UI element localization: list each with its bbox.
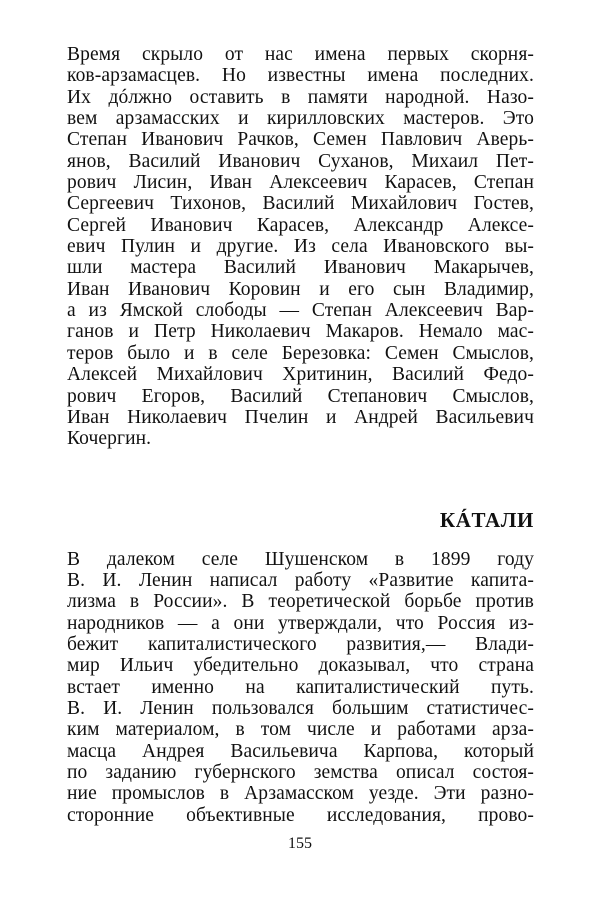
text-line: Иван Иванович Коровин и его сын Владимир,	[67, 278, 534, 300]
text-line: масца Андрея Васильевича Карпова, который	[67, 740, 534, 762]
text-line: по заданию губернского земства описал состоя-	[67, 761, 534, 783]
text-line: янов, Василий Иванович Суханов, Михаил Пет-	[67, 150, 534, 172]
text-line: сторонние объективные исследования, прово-	[67, 804, 534, 826]
text-line: Степан Иванович Рачков, Семен Павлович Аверь-	[67, 129, 534, 151]
section-heading: КÁТАЛИ	[439, 507, 534, 532]
text-line: Время скрыло от нас имена первых скорня-	[67, 44, 534, 65]
text-line: рович Егоров, Василий Степанович Смыслов,	[67, 385, 534, 407]
text-line: ким материалом, в том числе и работами арза-	[67, 719, 534, 741]
book-page	[67, 34, 534, 826]
text-line: ганов и Петр Николаевич Макаров. Немало мас-	[67, 321, 534, 343]
text-line: народников — а они утверждали, что Россия из-	[67, 612, 534, 634]
text-line: рович Лисин, Иван Алексеевич Карасев, Степан	[67, 172, 534, 194]
paragraph-lenin	[67, 549, 534, 826]
text-line: теров было и в селе Березовка: Семен Смыслов,	[67, 342, 534, 364]
paragraph-masters-list	[67, 44, 534, 450]
text-line: бежит капиталистического развития,— Влади-	[67, 633, 534, 655]
text-line: вем арзамасских и кирилловских мастеров. Это	[67, 108, 534, 130]
text-line: Кочергин.	[67, 428, 152, 450]
text-line: В. И. Ленин пользовался большим статистичес-	[67, 697, 534, 719]
text-line: ние промыслов в Арзамасском уезде. Эти разно-	[67, 783, 534, 805]
text-line: ков-арзамасцев. Но известны имена последних.	[67, 65, 534, 87]
text-line: Иван Николаевич Пчелин и Андрей Васильевич	[67, 406, 534, 428]
text-line: евич Пулин и другие. Из села Ивановского вы-	[67, 236, 534, 258]
text-line: лизма в России». В теоретической борьбе против	[67, 591, 534, 613]
text-line: Их дóлжно оставить в памяти народной. Назо-	[67, 86, 534, 108]
text-line: Алексей Михайлович Хритинин, Василий Федо-	[67, 364, 534, 386]
text-line: встает именно на капиталистический путь.	[67, 676, 534, 698]
text-line: Сергеевич Тихонов, Василий Михайлович Гостев,	[67, 193, 534, 215]
text-line: В. И. Ленин написал работу «Развитие капита-	[67, 569, 534, 591]
text-line: мир Ильич убедительно доказывал, что страна	[67, 655, 534, 677]
text-line: а из Ямской слободы — Степан Алексеевич Вар-	[67, 300, 534, 322]
text-line: Сергей Иванович Карасев, Александр Алексе-	[67, 214, 534, 236]
page-number: 155	[288, 835, 312, 852]
text-line: шли мастера Василий Иванович Макарычев,	[67, 257, 534, 279]
text-line: В далеком селе Шушенском в 1899 году	[67, 548, 534, 570]
